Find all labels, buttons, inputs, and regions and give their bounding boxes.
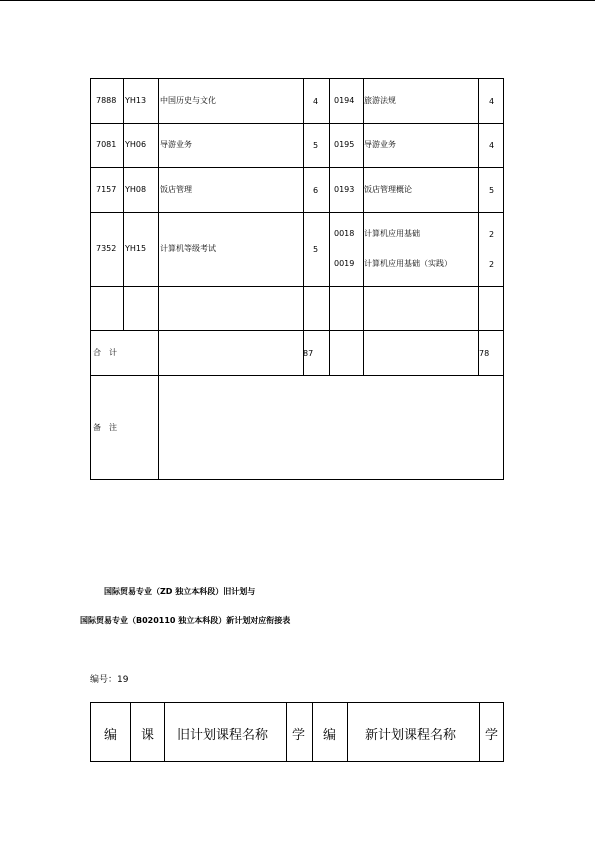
page-top-rule [0, 0, 595, 1]
old-course-credit: 6 [313, 186, 319, 195]
new-course-code: 0194 [334, 96, 355, 105]
remark-label: 备 注 [93, 423, 117, 432]
section-title-line2: 国际贸易专业（B020110 独立本科段）新计划对应衔接表 [80, 616, 291, 625]
new-course-code: 0195 [334, 140, 355, 149]
header-cell: 编 [104, 728, 118, 743]
new-course-credit: 4 [489, 97, 495, 106]
section-title-line1: 国际贸易专业（ZD 独立本科段）旧计划与 [104, 587, 256, 596]
old-course-credit: 5 [313, 141, 319, 150]
new-course-credit: 4 [489, 141, 495, 150]
old-course-no: 7352 [96, 244, 117, 253]
new-course-name: 饭店管理概论 [364, 185, 412, 194]
new-course-code: 0193 [334, 185, 355, 194]
old-course-credit: 5 [313, 245, 319, 254]
table-number: 编号：19 [90, 675, 129, 685]
header-cell: 课 [141, 728, 155, 743]
total-old-credits: 87 [303, 349, 314, 358]
total-label: 合 计 [93, 348, 117, 357]
old-course-code: YH15 [125, 244, 147, 253]
new-course-credit: 2 [489, 260, 495, 269]
old-course-credit: 4 [313, 97, 319, 106]
old-course-no: 7157 [96, 185, 117, 194]
new-course-name: 旅游法规 [364, 96, 396, 105]
header-cell: 旧计划课程名称 [177, 728, 269, 743]
new-course-name: 计算机应用基础 [364, 229, 420, 238]
new-course-code: 0018 [334, 229, 355, 238]
old-course-code: YH08 [125, 185, 147, 194]
new-course-name: 导游业务 [364, 140, 396, 149]
header-cell: 学 [292, 728, 306, 743]
new-course-credit: 5 [489, 186, 495, 195]
header-cell: 编 [323, 728, 337, 743]
table-border [90, 78, 504, 480]
old-course-no: 7888 [96, 96, 117, 105]
old-course-code: YH06 [125, 140, 147, 149]
total-new-credits: 78 [479, 349, 490, 358]
old-course-code: YH13 [125, 96, 147, 105]
new-course-credit: 2 [489, 230, 495, 239]
header-cell: 新计划课程名称 [365, 728, 457, 743]
old-course-no: 7081 [96, 140, 117, 149]
old-course-name: 计算机等级考试 [160, 244, 216, 253]
new-course-code: 0019 [334, 259, 355, 268]
old-course-name: 饭店管理 [160, 185, 192, 194]
old-course-name: 导游业务 [160, 140, 192, 149]
header-cell: 学 [485, 728, 499, 743]
new-course-name: 计算机应用基础（实践） [364, 259, 452, 268]
old-course-name: 中国历史与文化 [160, 96, 216, 105]
